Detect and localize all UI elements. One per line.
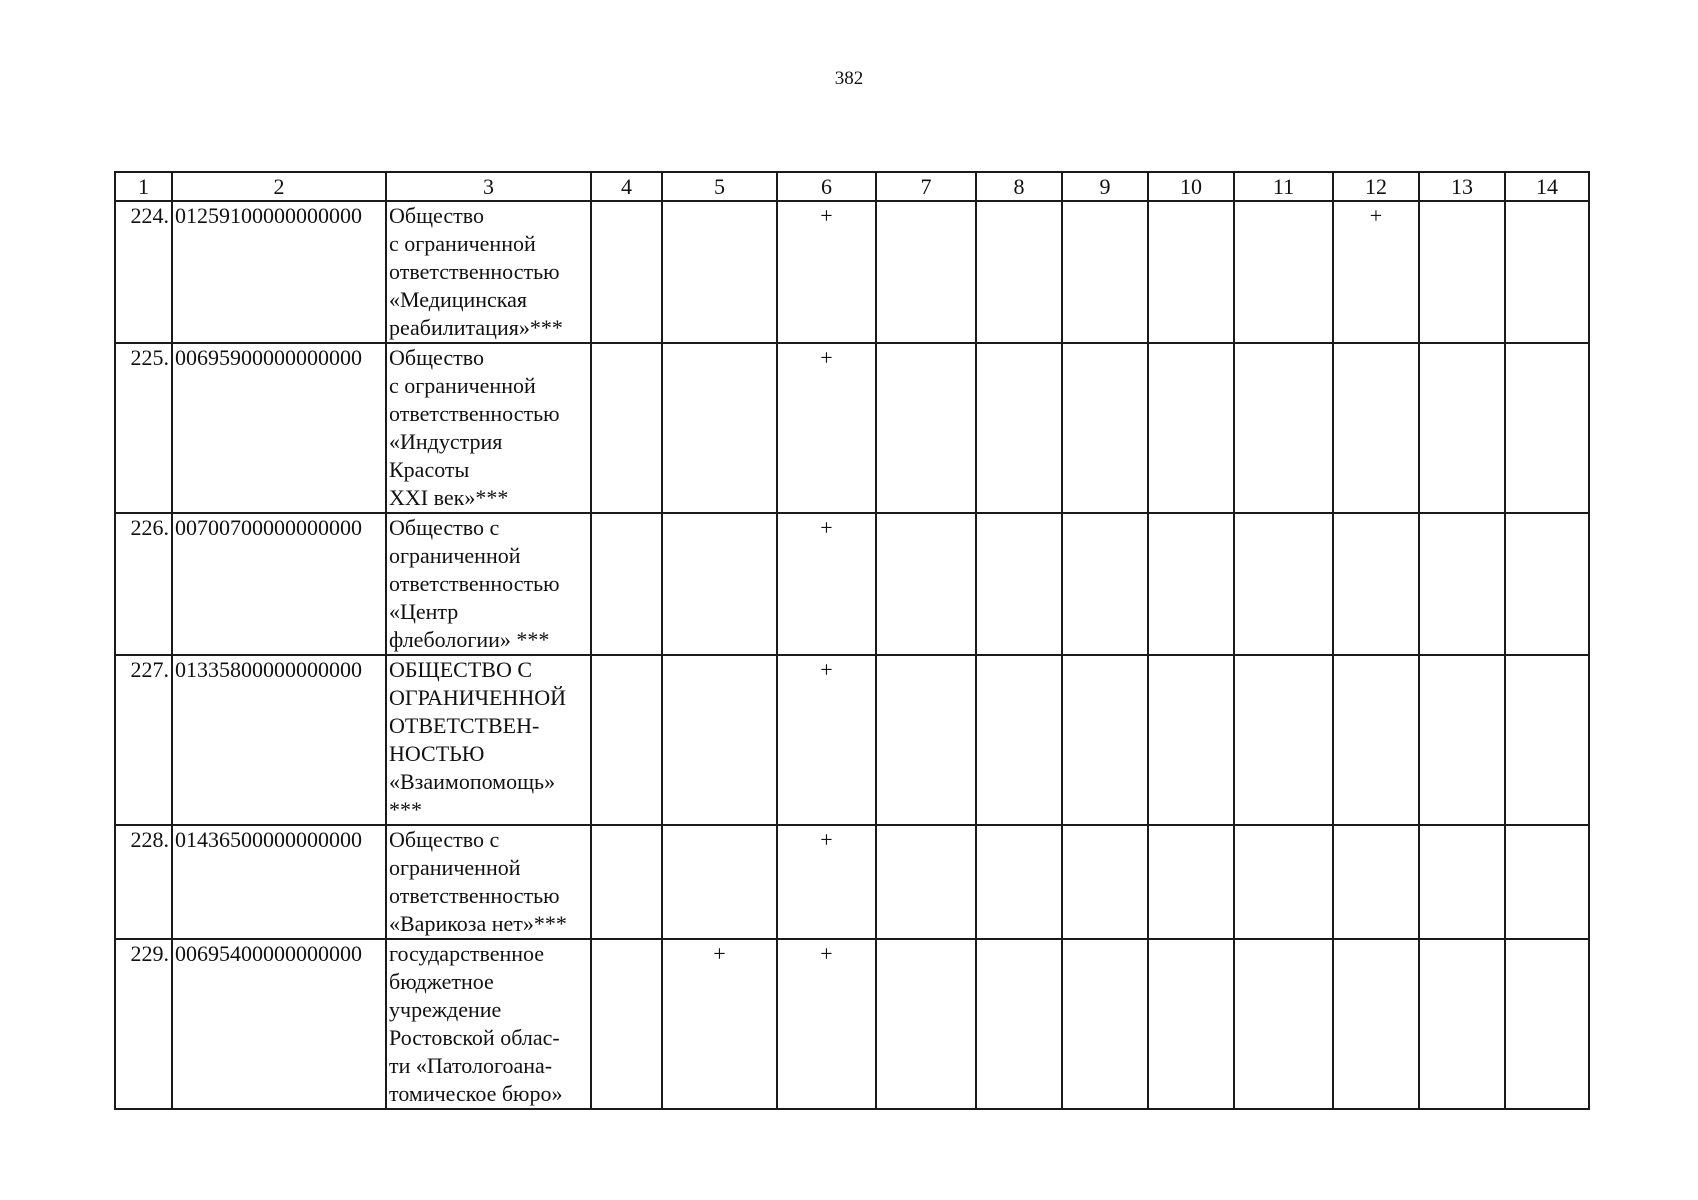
column-header: 6 (777, 172, 876, 201)
column-header: 14 (1505, 172, 1589, 201)
mark-cell (591, 655, 662, 825)
table-row (115, 343, 1589, 513)
mark-cell (591, 939, 662, 1109)
row-code: 01436500000000000 (172, 825, 386, 939)
mark-cell (1234, 343, 1333, 513)
mark-cell (1148, 825, 1234, 939)
mark-cell (1419, 939, 1505, 1109)
row-number: 228. (115, 825, 172, 939)
mark-cell (876, 939, 976, 1109)
mark-cell (876, 513, 976, 655)
mark-cell (662, 513, 777, 655)
column-header: 8 (976, 172, 1062, 201)
mark-cell (976, 825, 1062, 939)
column-header: 9 (1062, 172, 1148, 201)
row-number: 229. (115, 939, 172, 1109)
mark-cell (1062, 939, 1148, 1109)
mark-cell (1333, 825, 1419, 939)
mark-cell (1234, 825, 1333, 939)
mark-cell (662, 201, 777, 343)
organization-name: Общество с ограниченной ответственностью «Индустрия Красоты XXI век»*** (386, 343, 591, 513)
column-header: 1 (115, 172, 172, 201)
mark-cell (1148, 343, 1234, 513)
row-code: 01335800000000000 (172, 655, 386, 825)
column-header: 12 (1333, 172, 1419, 201)
header-row (115, 172, 1589, 201)
mark-cell (1234, 939, 1333, 1109)
mark-cell (1505, 343, 1589, 513)
mark-cell (1062, 655, 1148, 825)
table-row (115, 825, 1589, 939)
column-header: 2 (172, 172, 386, 201)
mark-cell (662, 343, 777, 513)
mark-cell (1062, 825, 1148, 939)
column-header: 7 (876, 172, 976, 201)
mark-cell (976, 201, 1062, 343)
row-number: 227. (115, 655, 172, 825)
organization-name: Общество с ограниченной ответственностью «Медицинская реабилитация»*** (386, 201, 591, 343)
mark-cell (1419, 201, 1505, 343)
column-header: 13 (1419, 172, 1505, 201)
column-header: 3 (386, 172, 591, 201)
mark-cell (1419, 343, 1505, 513)
mark-cell (662, 655, 777, 825)
column-header: 5 (662, 172, 777, 201)
mark-cell (1505, 939, 1589, 1109)
mark-cell (976, 513, 1062, 655)
row-code: 01259100000000000 (172, 201, 386, 343)
register-table (114, 171, 1590, 1110)
mark-cell: + (662, 939, 777, 1109)
mark-cell (876, 655, 976, 825)
mark-cell: + (777, 343, 876, 513)
mark-cell (1333, 343, 1419, 513)
mark-cell (976, 655, 1062, 825)
row-code: 00695900000000000 (172, 343, 386, 513)
mark-cell (976, 343, 1062, 513)
mark-cell (1333, 939, 1419, 1109)
mark-cell (1333, 655, 1419, 825)
mark-cell: + (777, 513, 876, 655)
row-number: 226. (115, 513, 172, 655)
mark-cell: + (1333, 201, 1419, 343)
mark-cell (591, 825, 662, 939)
mark-cell (1505, 201, 1589, 343)
row-number: 225. (115, 343, 172, 513)
mark-cell (591, 343, 662, 513)
table-row (115, 939, 1589, 1109)
mark-cell (1148, 201, 1234, 343)
mark-cell (876, 825, 976, 939)
mark-cell (1234, 513, 1333, 655)
mark-cell (1148, 655, 1234, 825)
mark-cell (1148, 513, 1234, 655)
page-number: 382 (834, 68, 864, 89)
mark-cell (1505, 513, 1589, 655)
column-header: 10 (1148, 172, 1234, 201)
mark-cell (876, 343, 976, 513)
mark-cell: + (777, 939, 876, 1109)
mark-cell (1234, 201, 1333, 343)
mark-cell (976, 939, 1062, 1109)
row-number: 224. (115, 201, 172, 343)
table-row (115, 655, 1589, 825)
organization-name: Общество с ограниченной ответственностью «Центр флебологии» *** (386, 513, 591, 655)
mark-cell (1234, 655, 1333, 825)
mark-cell (1505, 655, 1589, 825)
organization-name: ОБЩЕСТВО С ОГРАНИЧЕННОЙ ОТВЕТСТВЕН- НОСТЬЮ «Взаимопомощь» *** (386, 655, 591, 825)
table-row (115, 513, 1589, 655)
mark-cell (1148, 939, 1234, 1109)
mark-cell: + (777, 201, 876, 343)
mark-cell (591, 201, 662, 343)
mark-cell (1062, 343, 1148, 513)
mark-cell (1062, 513, 1148, 655)
organization-name: Общество с ограниченной ответственностью «Варикоза нет»*** (386, 825, 591, 939)
mark-cell (1419, 655, 1505, 825)
organization-name: государственное бюджетное учреждение Ростовской облас- ти «Патологоана- томическое бюро» (386, 939, 591, 1109)
column-header: 11 (1234, 172, 1333, 201)
mark-cell (1505, 825, 1589, 939)
mark-cell (662, 825, 777, 939)
mark-cell (876, 201, 976, 343)
mark-cell: + (777, 825, 876, 939)
mark-cell (591, 513, 662, 655)
mark-cell (1333, 513, 1419, 655)
row-code: 00700700000000000 (172, 513, 386, 655)
mark-cell: + (777, 655, 876, 825)
column-header: 4 (591, 172, 662, 201)
mark-cell (1419, 825, 1505, 939)
row-code: 00695400000000000 (172, 939, 386, 1109)
table-row (115, 201, 1589, 343)
mark-cell (1419, 513, 1505, 655)
mark-cell (1062, 201, 1148, 343)
